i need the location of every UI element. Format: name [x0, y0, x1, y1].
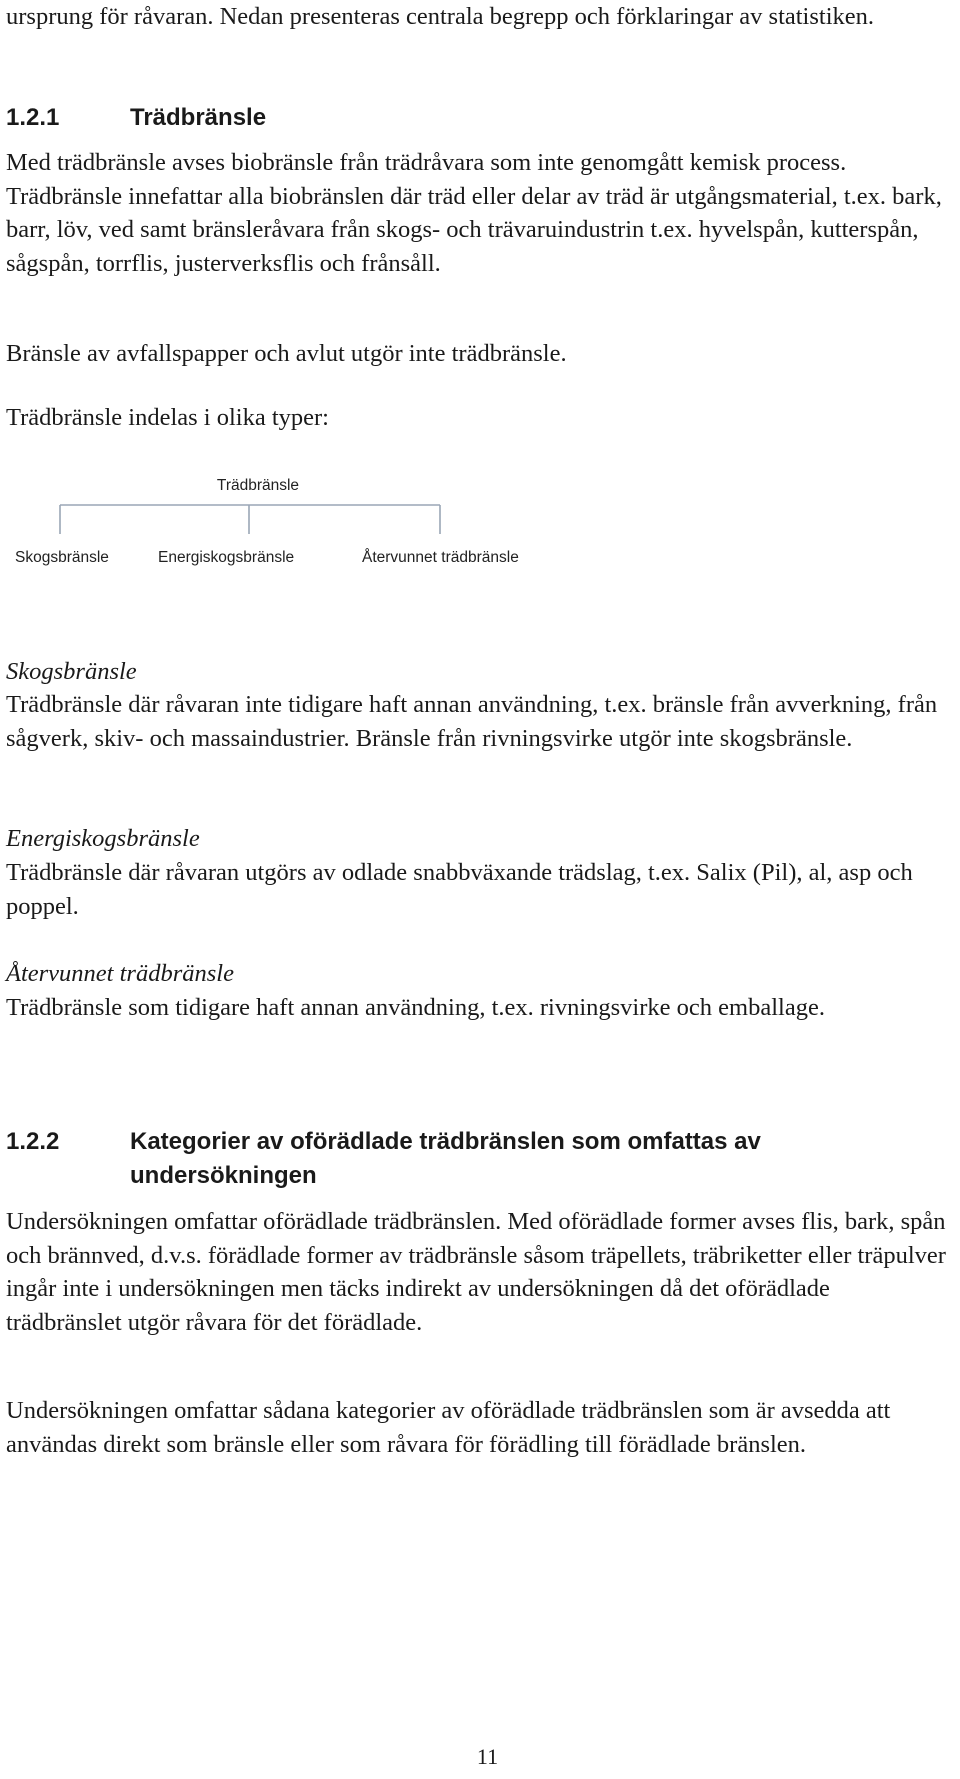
- fuel-type-diagram: [0, 465, 560, 580]
- definition-paragraph: Med trädbränsle avses biobränsle från trädråvara som inte genomgått kemisk process. Trädbränsle innefattar alla biobränslen där träd eller delar av träd är utgångsmaterial, t.ex. bark, barr, löv, ved samt bränsleråvara från skogs- och trävaruindustrin t.ex. hyvelspån, kutterspån, sågspån, torrflis, justerverksflis och frånsåll.: [6, 149, 942, 277]
- section-number: 1.2.1: [6, 104, 60, 131]
- diagram-root-label: Trädbränsle: [216, 477, 300, 494]
- scope-paragraph-2: Undersökningen omfattar sådana kategorier av oförädlade trädbränslen som är avsedda att användas direkt som bränsle eller som råvara för förädling till förädlade bränslen.: [6, 1397, 891, 1458]
- section-heading-1-2-2: [6, 1125, 946, 1193]
- types-intro-paragraph: Trädbränsle indelas i olika typer:: [6, 404, 329, 431]
- section-title: Kategorier av oförädlade trädbränslen som omfattas av undersökningen: [130, 1128, 761, 1189]
- term-atervunnet: Återvunnet trädbränsle: [6, 960, 234, 987]
- term-energiskogsbransle: Energiskogsbränsle: [6, 825, 200, 852]
- exclusion-paragraph: Bränsle av avfallspapper och avlut utgör inte trädbränsle.: [6, 340, 567, 367]
- section-number: 1.2.2: [6, 1128, 60, 1155]
- intro-paragraph: ursprung för råvaran. Nedan presenteras centrala begrepp och förklaringar av statistiken.: [6, 3, 875, 30]
- diagram-child-skogsbransle: Skogsbränsle: [15, 549, 109, 566]
- diagram-child-energiskogsbransle: Energiskogsbränsle: [158, 549, 295, 566]
- section-heading-1-2-1: [6, 101, 946, 135]
- term-energiskogsbransle-definition: Trädbränsle där råvaran utgörs av odlade snabbväxande trädslag, t.ex. Salix (Pil), al, asp och poppel.: [6, 859, 913, 920]
- term-atervunnet-definition: Trädbränsle som tidigare haft annan användning, t.ex. rivningsvirke och emballage.: [6, 994, 825, 1021]
- term-skogsbransle-definition: Trädbränsle där råvaran inte tidigare haft annan användning, t.ex. bränsle från avverkning, från sågverk, skiv- och massaindustrier. Bränsle från rivningsvirke utgör inte skogsbränsle.: [6, 691, 938, 752]
- scope-paragraph-1: Undersökningen omfattar oförädlade trädbränslen. Med oförädlade former avses flis, bark, spån och brännved, d.v.s. förädlade former av trädbränsle såsom träpellets, träbriketter eller träpulver ingår inte i undersökningen men täcks indirekt av undersökningen då det oförädlade trädbränslet utgör råvara för det förädlade.: [6, 1208, 946, 1336]
- section-title: Trädbränsle: [130, 104, 267, 131]
- diagram-child-atervunnet: Återvunnet trädbränsle: [362, 549, 519, 566]
- page-number: 11: [476, 1744, 499, 1769]
- term-skogsbransle: Skogsbränsle: [6, 658, 137, 685]
